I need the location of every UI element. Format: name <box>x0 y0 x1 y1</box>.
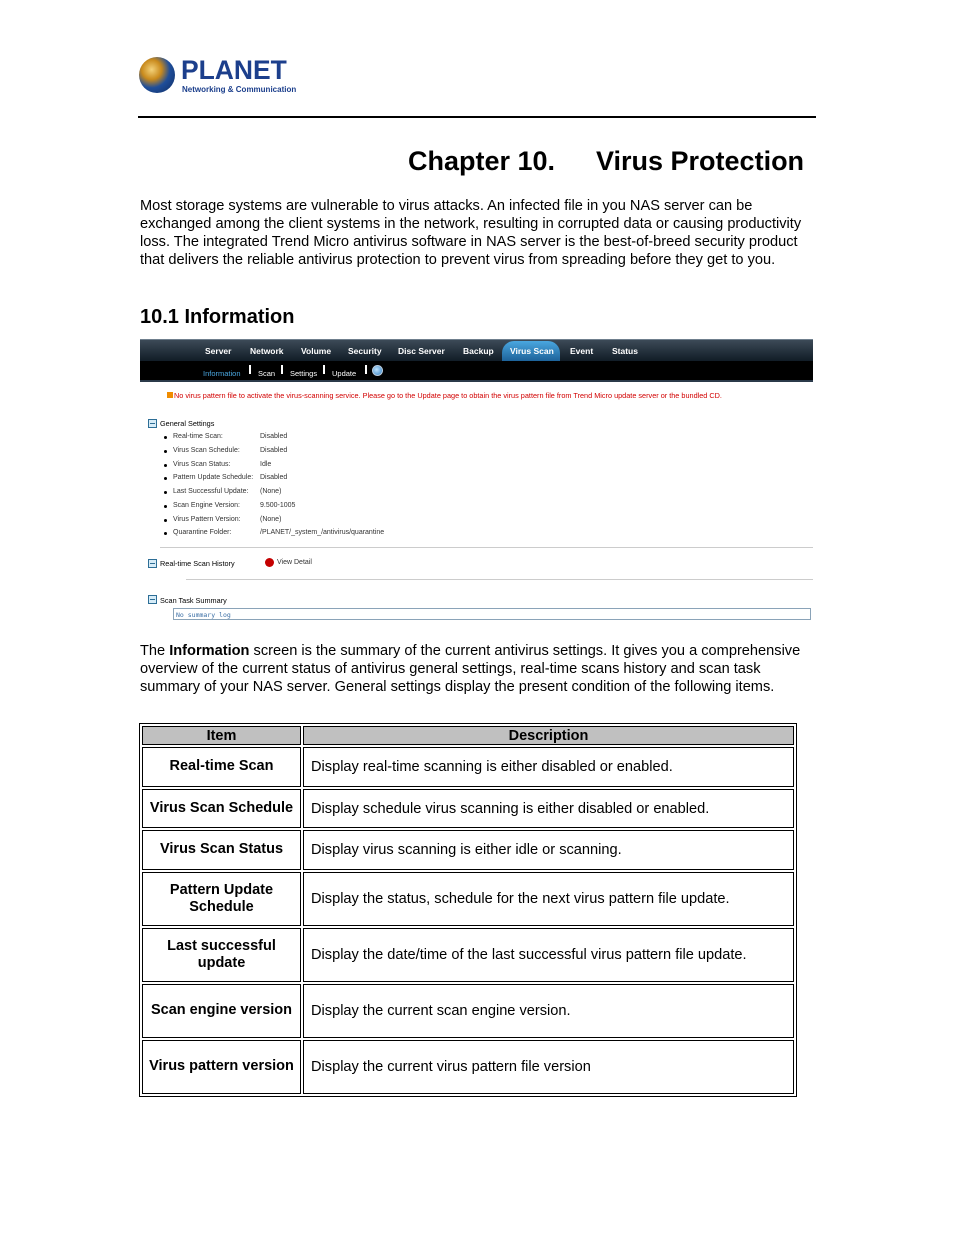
row-item: Last successful update <box>142 928 301 982</box>
section-divider <box>160 547 813 548</box>
setting-label: Last Successful Update: <box>173 488 249 495</box>
setting-label: Real-time Scan: <box>173 433 223 440</box>
section-divider <box>186 579 813 580</box>
warning-message: No virus pattern file to activate the virus-scanning service. Please go to the Update page to obtain the virus pattern file from Trend Micro update server or the bundled CD. <box>174 391 722 400</box>
table-row <box>142 789 794 828</box>
arrow-icon[interactable] <box>265 558 274 567</box>
row-description: Display virus scanning is either idle or scanning. <box>303 830 794 870</box>
row-item: Virus pattern version <box>142 1040 301 1094</box>
bullet-icon <box>164 519 167 522</box>
subnav-separator <box>281 365 283 374</box>
collapse-icon[interactable] <box>148 559 157 568</box>
row-item: Virus Scan Schedule <box>142 789 301 828</box>
subnav-scan[interactable]: Scan <box>258 369 276 378</box>
setting-label: Scan Engine Version: <box>173 502 240 509</box>
setting-value: Idle <box>260 461 272 468</box>
nav-server[interactable]: Server <box>205 346 232 356</box>
nav-volume[interactable]: Volume <box>301 346 332 356</box>
globe-icon <box>139 57 175 93</box>
main-nav-bar <box>140 339 813 362</box>
nav-disc-server[interactable]: Disc Server <box>398 346 445 356</box>
realtime-history-title: Real-time Scan History <box>160 559 235 568</box>
nav-backup[interactable]: Backup <box>463 346 494 356</box>
bullet-icon <box>164 491 167 494</box>
nav-network[interactable]: Network <box>250 346 284 356</box>
planet-logo <box>139 55 299 97</box>
setting-value: Disabled <box>260 447 288 454</box>
chapter-number: Chapter 10. <box>408 146 556 176</box>
setting-value: Disabled <box>260 433 288 440</box>
table-row <box>142 872 794 926</box>
info-text-before: The <box>140 643 170 659</box>
logo-tagline: Networking & Communication <box>182 85 297 94</box>
nav-security[interactable]: Security <box>348 346 382 356</box>
section-heading: 10.1 Information <box>140 306 295 328</box>
sub-nav-bar <box>140 361 813 382</box>
subnav-information[interactable]: Information <box>203 369 241 378</box>
bullet-icon <box>164 450 167 453</box>
nav-virus-scan[interactable]: Virus Scan <box>510 346 554 356</box>
subnav-update[interactable]: Update <box>332 369 357 378</box>
row-description: Display the date/time of the last successful virus pattern file update. <box>303 928 794 982</box>
logo-brand: PLANET <box>181 55 287 85</box>
bullet-icon <box>164 532 167 535</box>
setting-label: Pattern Update Schedule: <box>173 474 254 481</box>
row-description: Display schedule virus scanning is either disabled or enabled. <box>303 789 794 828</box>
table-header-row <box>142 726 794 745</box>
setting-value: (None) <box>260 516 282 523</box>
row-description: Display the status, schedule for the next virus pattern file update. <box>303 872 794 926</box>
header-divider <box>138 116 816 118</box>
table-row <box>142 984 794 1038</box>
setting-label: Quarantine Folder: <box>173 529 232 536</box>
subnav-separator <box>249 365 251 374</box>
table-row <box>142 830 794 870</box>
items-table <box>139 723 797 1097</box>
bullet-icon <box>164 464 167 467</box>
subnav-separator <box>365 365 367 374</box>
setting-value: 9.500-1005 <box>260 502 296 509</box>
setting-value: /PLANET/_system_/antivirus/quarantine <box>260 529 385 536</box>
bullet-icon <box>164 477 167 480</box>
setting-label: Virus Scan Schedule: <box>173 447 240 454</box>
nav-event[interactable]: Event <box>570 346 594 356</box>
setting-value: Disabled <box>260 474 288 481</box>
help-icon[interactable] <box>372 365 383 376</box>
row-item: Pattern Update Schedule <box>142 872 301 926</box>
chapter-title <box>408 146 804 177</box>
table-row <box>142 747 794 787</box>
general-settings-title: General Settings <box>160 419 215 428</box>
table-row <box>142 1040 794 1094</box>
warning-icon <box>167 392 173 398</box>
setting-value: (None) <box>260 488 282 495</box>
information-paragraph <box>140 642 820 696</box>
row-description: Display real-time scanning is either disabled or enabled. <box>303 747 794 787</box>
subnav-separator <box>323 365 325 374</box>
collapse-icon[interactable] <box>148 595 157 604</box>
summary-log-box: No summary log <box>173 608 811 620</box>
collapse-icon[interactable] <box>148 419 157 428</box>
chapter-name: Virus Protection <box>596 146 805 176</box>
setting-label: Virus Scan Status: <box>173 461 231 468</box>
intro-paragraph: Most storage systems are vulnerable to virus attacks. An infected file in you NAS server can be exchanged among the client systems in the network, resulting in corrupted data or causing productivity loss. The integrated Trend Micro antivirus software in NAS server is the best-of-breed security product that delivers the reliable antivirus protection to prevent virus from spreading before they get to you. <box>140 198 802 268</box>
info-text-after: screen is the summary of the current antivirus settings. It gives you a comprehensive overview of the current status of antivirus general settings, real-time scans history and scan task summary of your NAS server. General settings display the present condition of the following items. <box>140 643 801 695</box>
table-row <box>142 928 794 982</box>
row-description: Display the current scan engine version. <box>303 984 794 1038</box>
view-detail-link[interactable]: View Detail <box>277 559 312 566</box>
header-item: Item <box>142 726 301 745</box>
info-text-bold: Information <box>169 643 250 659</box>
row-item: Real-time Scan <box>142 747 301 787</box>
nav-status[interactable]: Status <box>612 346 638 356</box>
bullet-icon <box>164 505 167 508</box>
bullet-icon <box>164 436 167 439</box>
row-description: Display the current virus pattern file version <box>303 1040 794 1094</box>
setting-label: Virus Pattern Version: <box>173 516 241 523</box>
header-description: Description <box>303 726 794 745</box>
row-item: Virus Scan Status <box>142 830 301 870</box>
row-item: Scan engine version <box>142 984 301 1038</box>
scan-task-summary-title: Scan Task Summary <box>160 596 227 605</box>
subnav-settings[interactable]: Settings <box>290 369 318 378</box>
virus-scan-screenshot <box>140 339 813 624</box>
